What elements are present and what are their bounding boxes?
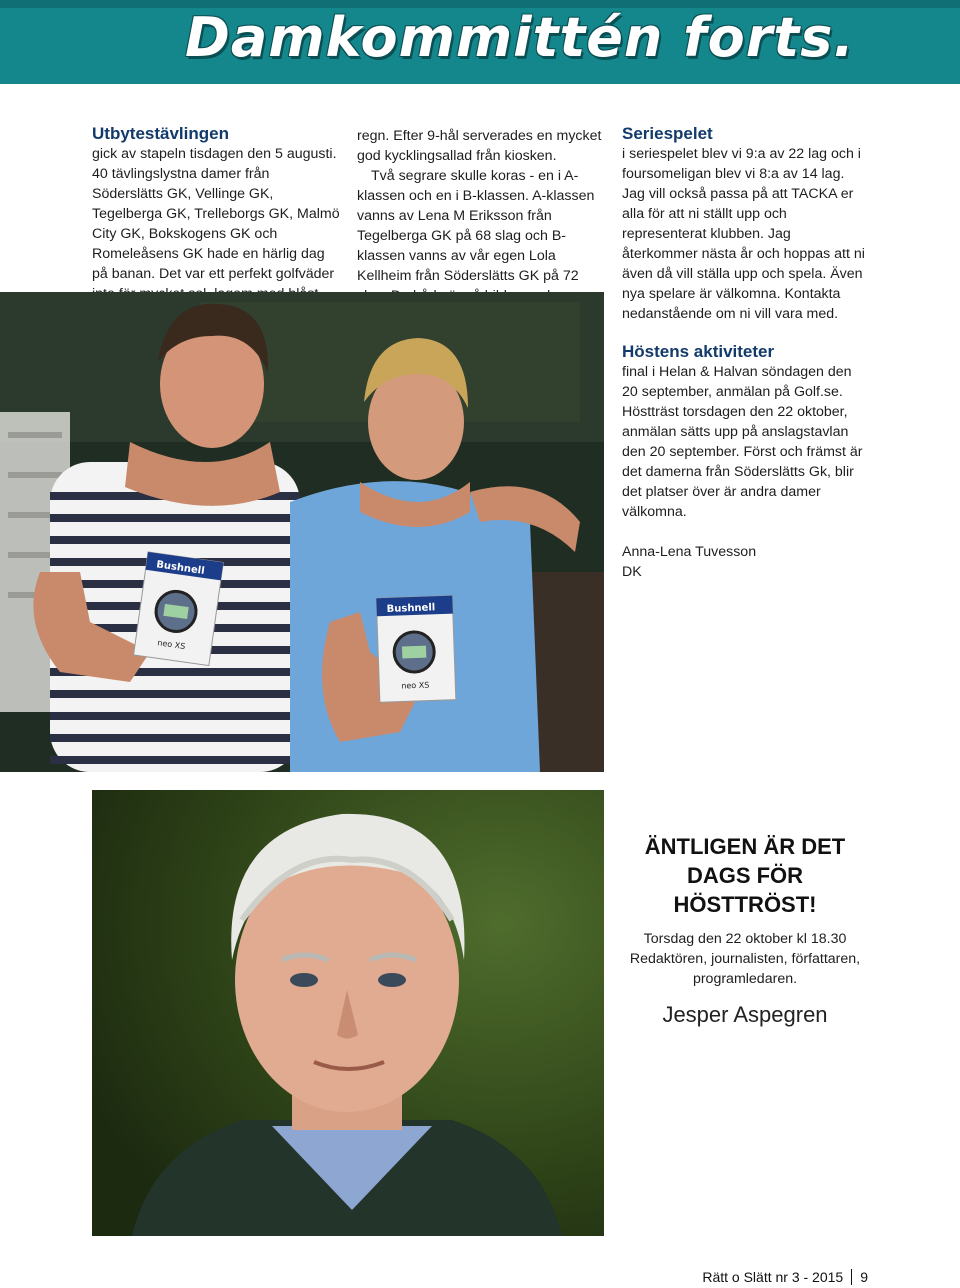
product-box-model-1: neo XS — [156, 638, 186, 652]
promo-headline: ÄNTLIGEN ÄR DET DAGS FÖR HÖSTTRÖST! — [644, 834, 846, 917]
product-box-model-2: neo XS — [401, 680, 430, 691]
product-box-brand-2: Bushnell — [386, 602, 436, 615]
col3-text-2: final i Helan & Halvan söndagen den 20 september, anmälan på Golf.se. Höstträst torsdagen den 22 oktober, anmälan sätts upp på anslagstavlan den 20 september. Först och främst är det damerna från Söderslätts Gk, blir det platser över är andra damer välkomna. — [622, 364, 863, 520]
col2-paragraph-1: regn. Efter 9-hål serverades en mycket god kycklingsallad från kiosken. — [357, 128, 602, 164]
event-promo — [625, 832, 865, 1029]
page-number: 9 — [860, 1269, 868, 1285]
signature-name: Anna-Lena Tuvesson — [622, 544, 757, 560]
footer-divider — [851, 1269, 852, 1285]
col2-paragraph-2: Två segrare skulle koras - en i A-klassen och en i B-klassen. A-klassen vanns av Lena M Eriksson från Tegelberga GK på 68 slag och B-klassen vanns av vår egen Lola Kellheim från Söderslätts GK på 72 — [357, 168, 595, 284]
col1-text: gick av stapeln tisdagen den 5 augusti. 40 tävlingslystna damer från Söderslätts GK, Vellinge GK, Tegelberga GK, Trelleborgs GK, Malmö City GK, Bokskogens GK och Romeleåsens GK hade en härlig dag på banan. Det var ett perfekt golfväder — [92, 146, 340, 282]
winners-photo-illustration — [0, 292, 604, 772]
magazine-issue: Rätt o Slätt nr 3 - 2015 — [702, 1269, 844, 1285]
promo-guest-name: Jesper Aspegren — [662, 1002, 828, 1027]
heading-seriespelet: Seriespelet — [622, 124, 713, 143]
page-banner — [0, 0, 960, 84]
heading-hostens-aktiviteter: Höstens aktiviteter — [622, 342, 775, 361]
promo-description: Redaktören, journalisten, författaren, programledaren. — [629, 951, 861, 987]
promo-date: Torsdag den 22 oktober kl 18.30 — [643, 931, 847, 947]
photo-winners — [0, 292, 604, 772]
product-box-brand-1: Bushnell — [155, 559, 206, 577]
article-column-2 — [357, 126, 603, 306]
portrait-photo-illustration — [92, 790, 604, 1236]
signature-title: DK — [622, 564, 642, 580]
promo-details — [625, 929, 865, 989]
heading-utbytestavlingen: Utbytestävlingen — [92, 124, 229, 143]
article-column-3 — [622, 124, 870, 582]
photo-portrait — [92, 790, 604, 1236]
page-title: Damkommittén forts. — [185, 6, 855, 69]
col3-text-1: i seriespelet blev vi 9:a av 22 lag och i foursomeligan blev vi 8:a av 14 lag. Jag vill också passa på att TACKA er alla för att ni ställt upp och representerat klubben. Jag återkommer nästa år och hoppas att ni även då vill ställa upp och spela. Även nya spelare är välkomna. Kontakta nedanstående om ni vill vara med. — [622, 146, 865, 322]
page-footer — [702, 1268, 868, 1286]
